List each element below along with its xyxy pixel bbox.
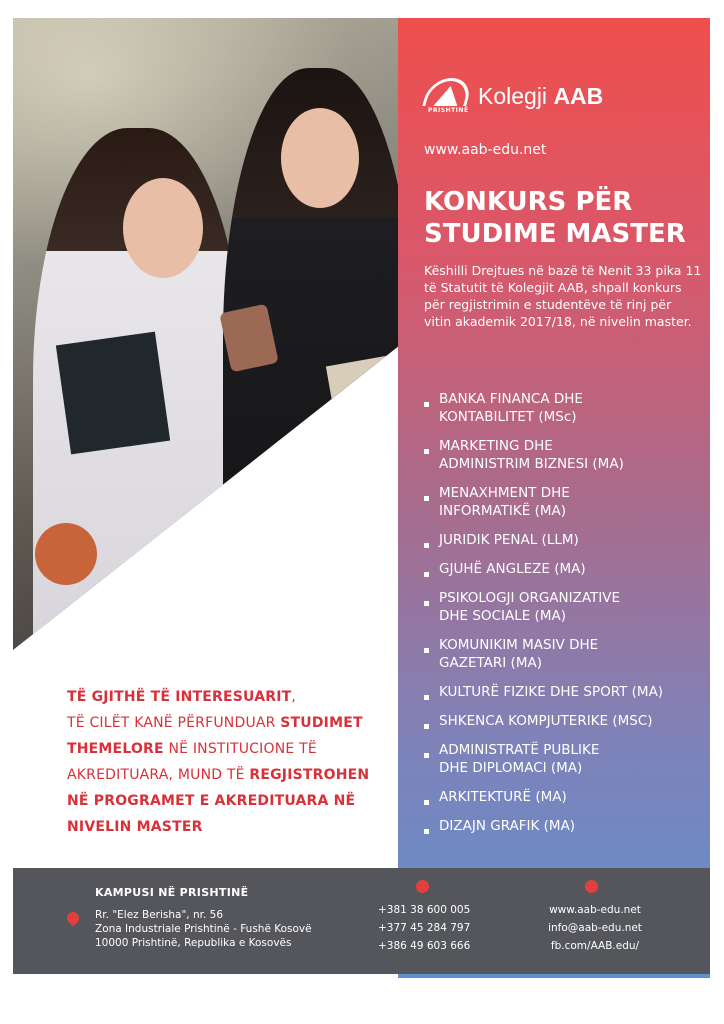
hand-pointer-icon [585,880,598,893]
phone-icon [416,880,429,893]
campus-title: KAMPUSI NË PRISHTINË [95,886,249,899]
list-item: MENAXHMENT DHE INFORMATIKË (MA) [424,484,708,520]
facebook-link[interactable]: fb.com/AAB.edu/ [550,940,640,952]
email-link[interactable]: info@aab-edu.net [548,922,642,934]
list-item: SHKENCA KOMPJUTERIKE (MSC) [424,712,708,730]
announcement-text: Këshilli Drejtues në bazë të Nenit 33 pika 11 të Statutit të Kolegjit AAB, shpall konkurs për regjistrimin e studentëve të rinj për vitin akademik 2017/18, në nivelin master. [424,263,702,329]
bullet-icon [424,543,429,548]
bullet-icon [424,800,429,805]
book-right [326,351,398,455]
aab-logo-icon [424,76,472,116]
phone-link[interactable]: +377 45 284 797 [378,922,471,934]
bullet-icon [424,496,429,501]
bullet-icon [424,753,429,758]
bullet-icon [424,695,429,700]
contact-footer [13,868,710,974]
list-item: BANKA FINANCA DHE KONTABILITET (MSc) [424,390,708,426]
bullet-icon [424,648,429,653]
header-url[interactable]: www.aab-edu.net [424,142,547,158]
book-left [56,332,170,455]
college-logo [424,76,603,116]
phone-numbers [378,901,470,955]
list-item: GJUHË ANGLEZE (MA) [424,560,708,578]
list-item: KULTURË FIZIKE DHE SPORT (MA) [424,683,708,701]
list-item: MARKETING DHE ADMINISTRIM BIZNESI (MA) [424,437,708,473]
bullet-icon [424,724,429,729]
student-right-face [281,108,359,208]
program-list [424,390,708,846]
bullet-icon [424,449,429,454]
college-name: Kolegji AAB [478,82,604,109]
list-item: KOMUNIKIM MASIV DHE GAZETARI (MA) [424,636,708,672]
bag-pompom [35,523,97,585]
info-panel [398,18,710,978]
list-item: DIZAJN GRAFIK (MA) [424,817,708,835]
logo-city: PRISHTINË [428,107,469,114]
page-title: KONKURS PËR STUDIME MASTER [424,187,686,249]
bullet-icon [424,572,429,577]
phone-link[interactable]: +386 49 603 666 [378,940,471,952]
phone-link[interactable]: +381 38 600 005 [378,904,471,916]
website-link[interactable]: www.aab-edu.net [549,904,641,916]
eligibility-text: TË GJITHË TË INTERESUARIT, TË CILËT KANË PËRFUNDUAR STUDIMET THEMELORE NË INSTITUCIONE TË AKREDITUARA, MUND TË REGJISTROHEN NË PROGRAMET E AKREDITUARA NË NIVELIN MASTER [67,689,370,835]
bullet-icon [424,402,429,407]
web-contacts [540,901,650,955]
hero-photo [13,18,398,650]
campus-address: Rr. "Elez Berisha", nr. 56 Zona Industriale Prishtinë - Fushë Kosovë 10000 Prishtinë, Republika e Kosovës [95,909,312,949]
list-item: JURIDIK PENAL (LLM) [424,531,708,549]
list-item: ADMINISTRATË PUBLIKE DHE DIPLOMACI (MA) [424,741,708,777]
bullet-icon [424,601,429,606]
bullet-icon [424,829,429,834]
student-left-face [123,178,203,278]
location-pin-icon [65,910,82,927]
list-item: PSIKOLOGJI ORGANIZATIVE DHE SOCIALE (MA) [424,589,708,625]
list-item: ARKITEKTURË (MA) [424,788,708,806]
